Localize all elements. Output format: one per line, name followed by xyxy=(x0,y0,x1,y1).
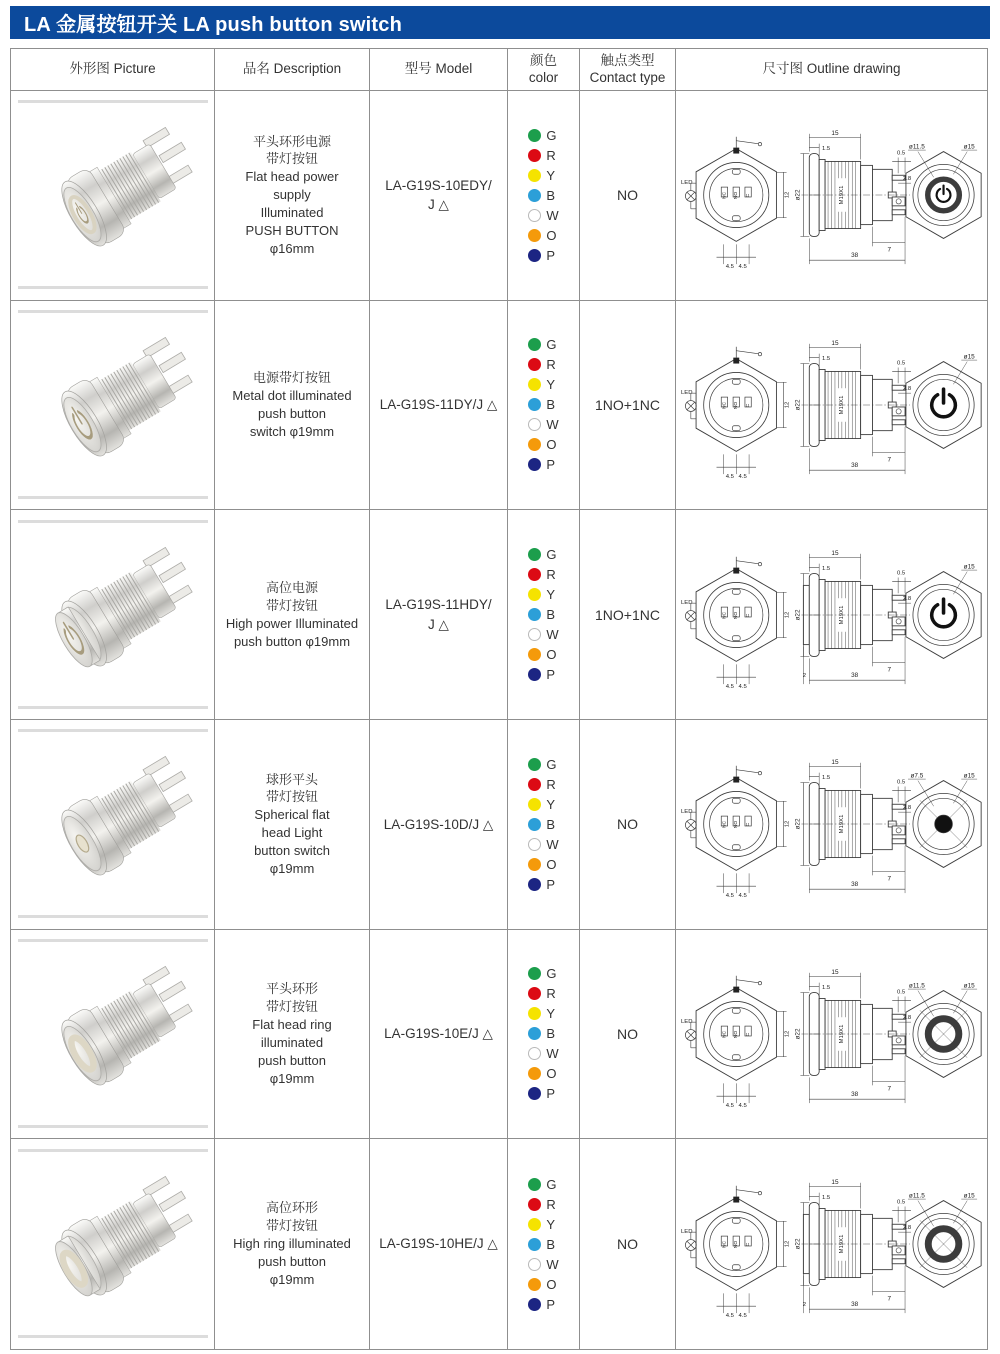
page-title: LA 金属按钮开关 LA push button switch xyxy=(24,14,403,36)
description-line: Spherical flat xyxy=(254,807,330,823)
cell-color xyxy=(508,510,580,720)
description-line: push button xyxy=(258,1254,326,1270)
svg-text:NC: NC xyxy=(721,611,727,619)
svg-text:2: 2 xyxy=(802,1302,806,1309)
model-line: LA-G19S-10HE/J △ xyxy=(379,1236,498,1252)
color-dot-B xyxy=(528,398,541,411)
color-dot-O xyxy=(528,1278,541,1291)
description-line: 高位环形 xyxy=(265,1200,318,1216)
color-option-O: O xyxy=(528,437,556,452)
color-option-P: P xyxy=(528,667,555,682)
svg-text:7: 7 xyxy=(886,665,891,673)
svg-text:1.5: 1.5 xyxy=(821,146,830,153)
color-dot-Y xyxy=(528,588,541,601)
contact-type-value: NO xyxy=(617,187,638,204)
color-option-G: G xyxy=(528,337,556,352)
color-dot-P xyxy=(528,458,541,471)
color-dot-W xyxy=(528,628,541,641)
svg-text:4.5: 4.5 xyxy=(738,264,747,271)
color-dot-R xyxy=(528,568,541,581)
svg-text:15: 15 xyxy=(830,339,839,347)
svg-text:M19X1: M19X1 xyxy=(838,1024,845,1044)
product-photo xyxy=(13,517,213,713)
description-line: 电源带灯按钮 xyxy=(252,370,331,386)
model-line: LA-G19S-11HDY/ xyxy=(385,597,492,613)
color-option-R: R xyxy=(528,357,555,372)
svg-text:ø11.5: ø11.5 xyxy=(908,982,925,990)
color-legend xyxy=(528,547,558,682)
color-dot-O xyxy=(528,229,541,242)
model-line: LA-G19S-10D/J △ xyxy=(383,816,494,832)
svg-text:7: 7 xyxy=(886,246,891,254)
color-option-R: R xyxy=(528,567,555,582)
cell-description xyxy=(215,91,370,301)
color-dot-P xyxy=(528,668,541,681)
svg-text:0.5: 0.5 xyxy=(896,1199,905,1206)
header-color: 颜色 color xyxy=(508,49,580,91)
cell-description xyxy=(215,1139,370,1349)
description-line: push button xyxy=(258,1052,326,1068)
cell-model xyxy=(370,930,508,1140)
color-option-B: B xyxy=(528,397,555,412)
cell-contact-type xyxy=(580,1139,676,1349)
svg-text:M19X1: M19X1 xyxy=(838,1234,845,1254)
svg-text:NO: NO xyxy=(733,1030,739,1039)
color-legend xyxy=(528,128,558,263)
color-option-R: R xyxy=(528,986,555,1001)
color-option-W: W xyxy=(528,417,558,432)
svg-text:4.5: 4.5 xyxy=(725,683,734,690)
color-option-W: W xyxy=(528,1046,558,1061)
svg-text:12: 12 xyxy=(784,192,791,199)
description-line: push button xyxy=(258,405,326,421)
color-dot-W xyxy=(528,1258,541,1271)
svg-text:4.5: 4.5 xyxy=(738,1313,747,1320)
model-line: J △ xyxy=(428,197,449,213)
cell-outline-drawing xyxy=(676,510,987,720)
color-dot-G xyxy=(528,548,541,561)
description-line: 带灯按钮 xyxy=(265,151,318,167)
svg-text:2.8: 2.8 xyxy=(902,1015,911,1022)
color-option-W: W xyxy=(528,208,558,223)
svg-text:C: C xyxy=(745,613,751,617)
svg-text:NC: NC xyxy=(721,1241,727,1249)
color-dot-R xyxy=(528,149,541,162)
svg-text:7: 7 xyxy=(886,1295,891,1303)
color-dot-Y xyxy=(528,378,541,391)
svg-text:2.8: 2.8 xyxy=(902,176,911,183)
color-option-O: O xyxy=(528,228,556,243)
product-photo xyxy=(13,1146,213,1342)
description-line: Metal dot illuminated xyxy=(232,388,352,404)
color-dot-G xyxy=(528,338,541,351)
color-option-W: W xyxy=(528,627,558,642)
contact-type-value: 1NO+1NC xyxy=(595,606,660,623)
color-option-W: W xyxy=(528,1257,558,1272)
color-dot-P xyxy=(528,878,541,891)
color-option-R: R xyxy=(528,777,555,792)
svg-text:38: 38 xyxy=(850,1301,858,1309)
color-option-G: G xyxy=(528,1177,556,1192)
svg-text:4.5: 4.5 xyxy=(738,683,747,690)
cell-model xyxy=(370,301,508,511)
color-option-G: G xyxy=(528,547,556,562)
color-dot-G xyxy=(528,1178,541,1191)
cell-outline-drawing xyxy=(676,720,987,930)
description-line: Flat head power xyxy=(245,169,339,185)
svg-text:12: 12 xyxy=(784,1030,791,1038)
description-line: φ16mm xyxy=(269,241,315,257)
cell-outline-drawing xyxy=(676,930,987,1140)
svg-text:4.5: 4.5 xyxy=(725,1103,734,1110)
color-dot-R xyxy=(528,1198,541,1211)
color-dot-G xyxy=(528,967,541,980)
svg-text:ø22: ø22 xyxy=(793,818,801,830)
svg-text:4.5: 4.5 xyxy=(738,474,747,481)
svg-text:LED: LED xyxy=(680,599,692,606)
cell-picture xyxy=(11,301,215,511)
cell-picture xyxy=(11,930,215,1140)
svg-text:4.5: 4.5 xyxy=(725,893,734,900)
cell-description xyxy=(215,301,370,511)
header-contact-type: 触点类型 Contact type xyxy=(580,49,676,91)
cell-description xyxy=(215,720,370,930)
color-option-Y: Y xyxy=(528,1217,555,1232)
color-option-O: O xyxy=(528,1277,556,1292)
color-legend xyxy=(528,337,558,472)
svg-text:ø15: ø15 xyxy=(963,353,975,361)
outline-drawing xyxy=(679,306,985,504)
cell-picture xyxy=(11,91,215,301)
color-dot-R xyxy=(528,778,541,791)
svg-text:LED: LED xyxy=(680,180,692,187)
color-option-P: P xyxy=(528,1086,555,1101)
svg-text:NC: NC xyxy=(721,1030,727,1039)
color-legend xyxy=(528,966,558,1101)
cell-color xyxy=(508,91,580,301)
svg-text:ø15: ø15 xyxy=(963,143,975,151)
description-line: Illuminated xyxy=(260,205,324,221)
product-photo xyxy=(13,97,213,293)
description-line: PUSH BUTTON xyxy=(245,223,339,239)
color-dot-W xyxy=(528,838,541,851)
svg-text:C: C xyxy=(745,403,751,408)
svg-text:M19X1: M19X1 xyxy=(838,814,845,834)
color-dot-B xyxy=(528,818,541,831)
cell-outline-drawing xyxy=(676,1139,987,1349)
svg-text:ø22: ø22 xyxy=(793,1238,801,1250)
cell-description xyxy=(215,510,370,720)
svg-text:ø15: ø15 xyxy=(963,563,975,571)
description-line: 带灯按钮 xyxy=(265,597,318,613)
svg-text:1.5: 1.5 xyxy=(821,565,830,572)
header-description: 品名 Description xyxy=(215,49,370,91)
description-line: Flat head ring xyxy=(252,1017,332,1033)
description-line: 平头环形 xyxy=(265,981,318,997)
cell-outline-drawing xyxy=(676,301,987,511)
cell-contact-type xyxy=(580,301,676,511)
description-line: switch φ19mm xyxy=(249,423,335,439)
svg-text:7: 7 xyxy=(886,1085,891,1093)
color-dot-R xyxy=(528,358,541,371)
color-option-Y: Y xyxy=(528,377,555,392)
svg-text:NC: NC xyxy=(721,401,727,410)
svg-text:38: 38 xyxy=(850,462,858,470)
svg-text:NC: NC xyxy=(721,821,727,829)
product-photo xyxy=(13,726,213,922)
cell-model xyxy=(370,510,508,720)
description-line: push button φ19mm xyxy=(233,633,351,649)
color-dot-G xyxy=(528,129,541,142)
svg-text:NC: NC xyxy=(721,192,727,200)
description-line: supply xyxy=(273,187,311,203)
svg-text:ø11.5: ø11.5 xyxy=(908,1192,925,1200)
outline-drawing xyxy=(679,935,985,1133)
svg-text:LED: LED xyxy=(680,1019,692,1026)
color-dot-P xyxy=(528,249,541,262)
color-dot-P xyxy=(528,1298,541,1311)
color-dot-O xyxy=(528,858,541,871)
svg-text:ø15: ø15 xyxy=(963,982,975,990)
contact-type-value: NO xyxy=(617,1236,638,1253)
color-option-P: P xyxy=(528,248,555,263)
color-dot-O xyxy=(528,438,541,451)
color-option-Y: Y xyxy=(528,1006,555,1021)
color-option-B: B xyxy=(528,607,555,622)
svg-text:ø22: ø22 xyxy=(793,609,801,621)
description-line: 带灯按钮 xyxy=(265,999,318,1015)
svg-text:LED: LED xyxy=(680,390,692,397)
svg-text:15: 15 xyxy=(830,1178,839,1186)
description-line: φ19mm xyxy=(269,1272,315,1288)
header-model: 型号 Model xyxy=(370,49,508,91)
svg-text:12: 12 xyxy=(784,821,791,828)
color-option-P: P xyxy=(528,457,555,472)
svg-text:ø22: ø22 xyxy=(793,189,801,201)
contact-type-value: 1NO+1NC xyxy=(595,396,660,413)
svg-text:12: 12 xyxy=(784,611,791,618)
color-dot-B xyxy=(528,189,541,202)
svg-text:15: 15 xyxy=(830,968,839,976)
svg-text:LED: LED xyxy=(680,809,692,816)
svg-text:NO: NO xyxy=(733,1240,739,1249)
svg-text:15: 15 xyxy=(830,759,839,767)
product-photo xyxy=(13,307,213,503)
description-line: 平头环形电源 xyxy=(252,133,331,149)
svg-text:15: 15 xyxy=(830,130,839,138)
color-option-G: G xyxy=(528,757,556,772)
description-line: High ring illuminated xyxy=(233,1236,351,1252)
svg-text:1.5: 1.5 xyxy=(821,1195,830,1202)
model-line: LA-G19S-10E/J △ xyxy=(384,1026,493,1042)
cell-contact-type xyxy=(580,510,676,720)
svg-text:0.5: 0.5 xyxy=(896,360,905,367)
svg-text:ø7.5: ø7.5 xyxy=(909,772,923,780)
svg-text:0.5: 0.5 xyxy=(896,779,905,786)
contact-type-value: NO xyxy=(617,1025,638,1042)
color-option-G: G xyxy=(528,128,556,143)
color-option-O: O xyxy=(528,1066,556,1081)
svg-text:12: 12 xyxy=(784,1240,791,1248)
color-dot-Y xyxy=(528,1218,541,1231)
cell-picture xyxy=(11,510,215,720)
color-dot-B xyxy=(528,608,541,621)
svg-text:C: C xyxy=(745,823,751,827)
description-line: φ19mm xyxy=(269,1070,315,1086)
description-line: illuminated xyxy=(260,1034,324,1050)
cell-picture xyxy=(11,1139,215,1349)
color-option-B: B xyxy=(528,188,555,203)
cell-contact-type xyxy=(580,720,676,930)
svg-text:NO: NO xyxy=(733,821,739,829)
svg-text:4.5: 4.5 xyxy=(738,1103,747,1110)
cell-picture xyxy=(11,720,215,930)
cell-color xyxy=(508,1139,580,1349)
svg-text:0.5: 0.5 xyxy=(896,570,905,577)
color-dot-Y xyxy=(528,1007,541,1020)
cell-color xyxy=(508,301,580,511)
color-option-B: B xyxy=(528,1026,555,1041)
svg-text:7: 7 xyxy=(886,456,891,464)
color-option-Y: Y xyxy=(528,168,555,183)
header-picture: 外形图 Picture xyxy=(11,49,215,91)
color-option-B: B xyxy=(528,817,555,832)
cell-model xyxy=(370,91,508,301)
product-table xyxy=(10,48,988,1350)
svg-text:M19X1: M19X1 xyxy=(838,605,845,625)
svg-text:7: 7 xyxy=(886,875,891,883)
svg-text:M19X1: M19X1 xyxy=(838,395,845,415)
svg-text:4.5: 4.5 xyxy=(725,474,734,481)
svg-text:4.5: 4.5 xyxy=(738,893,747,900)
svg-text:M19X1: M19X1 xyxy=(838,185,845,205)
color-legend xyxy=(528,757,558,892)
cell-outline-drawing xyxy=(676,91,987,301)
svg-text:2.8: 2.8 xyxy=(902,1225,911,1232)
color-option-O: O xyxy=(528,647,556,662)
svg-text:1.5: 1.5 xyxy=(821,985,830,992)
color-dot-O xyxy=(528,1067,541,1080)
color-legend xyxy=(528,1177,558,1312)
svg-text:15: 15 xyxy=(830,549,839,557)
svg-text:C: C xyxy=(745,194,751,198)
color-dot-Y xyxy=(528,798,541,811)
svg-text:4.5: 4.5 xyxy=(725,1313,734,1320)
model-line: J △ xyxy=(428,616,449,632)
description-line: 高位电源 xyxy=(265,579,318,595)
color-dot-P xyxy=(528,1087,541,1100)
svg-text:1.5: 1.5 xyxy=(821,356,830,363)
svg-text:38: 38 xyxy=(850,881,858,889)
cell-color xyxy=(508,930,580,1140)
color-option-B: B xyxy=(528,1237,555,1252)
svg-text:2.8: 2.8 xyxy=(902,805,911,812)
svg-text:ø15: ø15 xyxy=(963,1192,975,1200)
color-dot-G xyxy=(528,758,541,771)
cell-color xyxy=(508,720,580,930)
model-line: LA-G19S-10EDY/ xyxy=(385,177,492,193)
color-option-P: P xyxy=(528,1297,555,1312)
description-line: button switch xyxy=(254,843,330,859)
cell-model xyxy=(370,720,508,930)
svg-text:38: 38 xyxy=(850,1091,858,1099)
svg-text:2: 2 xyxy=(802,672,806,679)
svg-text:ø22: ø22 xyxy=(793,1028,801,1040)
description-line: High power Illuminated xyxy=(225,615,359,631)
svg-text:NO: NO xyxy=(733,192,739,200)
description-line: 带灯按钮 xyxy=(265,1218,318,1234)
description-line: φ19mm xyxy=(269,861,315,877)
color-dot-Y xyxy=(528,169,541,182)
svg-text:C: C xyxy=(745,1032,751,1037)
svg-text:NO: NO xyxy=(733,611,739,619)
cell-contact-type xyxy=(580,930,676,1140)
color-option-G: G xyxy=(528,966,556,981)
color-option-P: P xyxy=(528,877,555,892)
color-dot-W xyxy=(528,418,541,431)
color-option-R: R xyxy=(528,148,555,163)
svg-text:LED: LED xyxy=(680,1229,692,1236)
cell-description xyxy=(215,930,370,1140)
color-dot-O xyxy=(528,648,541,661)
color-option-R: R xyxy=(528,1197,555,1212)
color-option-Y: Y xyxy=(528,797,555,812)
cell-contact-type xyxy=(580,91,676,301)
svg-text:4.5: 4.5 xyxy=(725,264,734,271)
svg-text:38: 38 xyxy=(850,671,858,679)
outline-drawing xyxy=(679,96,985,294)
svg-text:12: 12 xyxy=(784,401,791,409)
color-option-Y: Y xyxy=(528,587,555,602)
description-line: head Light xyxy=(261,825,323,841)
color-dot-W xyxy=(528,209,541,222)
color-option-O: O xyxy=(528,857,556,872)
svg-text:1.5: 1.5 xyxy=(821,775,830,782)
model-line: LA-G19S-11DY/J △ xyxy=(379,397,498,413)
description-line: 带灯按钮 xyxy=(265,789,318,805)
outline-drawing xyxy=(679,1145,985,1343)
color-dot-B xyxy=(528,1238,541,1251)
page-title-bar xyxy=(10,6,990,39)
svg-text:ø15: ø15 xyxy=(963,772,975,780)
svg-text:2.8: 2.8 xyxy=(902,595,911,602)
svg-text:ø22: ø22 xyxy=(793,399,801,411)
svg-text:ø11.5: ø11.5 xyxy=(908,143,925,151)
product-photo xyxy=(13,936,213,1132)
svg-text:C: C xyxy=(745,1242,751,1247)
color-option-W: W xyxy=(528,837,558,852)
description-line: 球形平头 xyxy=(265,771,318,787)
color-dot-R xyxy=(528,987,541,1000)
svg-text:38: 38 xyxy=(850,252,858,260)
color-dot-B xyxy=(528,1027,541,1040)
svg-text:0.5: 0.5 xyxy=(896,989,905,996)
contact-type-value: NO xyxy=(617,816,638,833)
cell-model xyxy=(370,1139,508,1349)
svg-text:2.8: 2.8 xyxy=(902,386,911,393)
outline-drawing xyxy=(679,725,985,923)
color-dot-W xyxy=(528,1047,541,1060)
svg-text:0.5: 0.5 xyxy=(896,150,905,157)
header-outline-drawing: 尺寸图 Outline drawing xyxy=(676,49,987,91)
svg-text:NO: NO xyxy=(733,401,739,410)
outline-drawing xyxy=(679,516,985,714)
